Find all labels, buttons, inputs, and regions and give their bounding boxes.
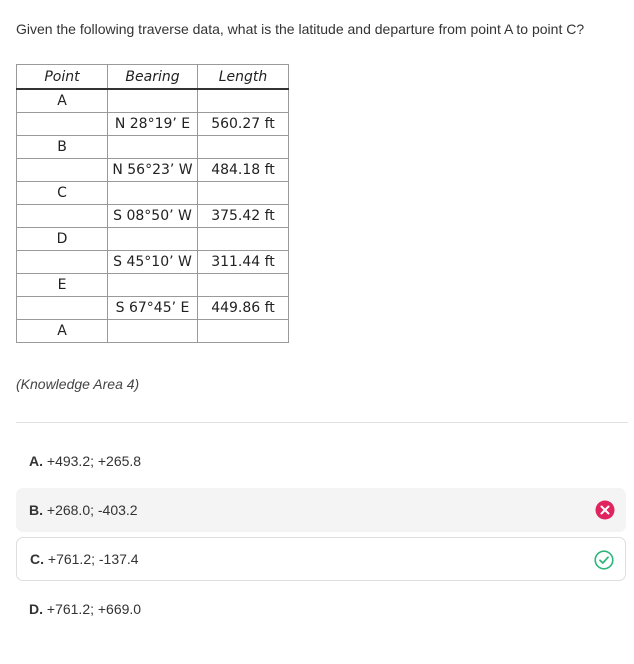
table-row <box>17 89 289 113</box>
table-cell <box>108 228 198 251</box>
table-row <box>17 274 289 297</box>
answer-option-text <box>16 453 141 469</box>
table-cell: E <box>17 274 108 297</box>
table-row <box>17 159 289 182</box>
answer-option-b[interactable] <box>16 488 626 532</box>
table-cell: 449.86 ft <box>198 297 289 320</box>
table-cell: 484.18 ft <box>198 159 289 182</box>
table-cell <box>108 89 198 113</box>
table-cell: S 45°10’ W <box>108 251 198 274</box>
table-cell <box>198 182 289 205</box>
answer-option-text <box>17 551 139 567</box>
table-cell <box>198 274 289 297</box>
table-cell: S 08°50’ W <box>108 205 198 228</box>
answer-option-c[interactable] <box>16 537 626 581</box>
answer-option-d[interactable] <box>16 587 626 631</box>
answer-option-text <box>16 601 141 617</box>
table-cell <box>17 251 108 274</box>
answer-option-letter: C. <box>30 551 44 567</box>
table-cell <box>108 274 198 297</box>
table-cell <box>108 320 198 343</box>
correct-check-icon <box>594 550 614 570</box>
table-cell: 311.44 ft <box>198 251 289 274</box>
answer-option-value: +268.0; -403.2 <box>46 502 138 518</box>
divider <box>16 422 628 423</box>
column-header-bearing: Bearing <box>108 65 198 90</box>
table-row <box>17 228 289 251</box>
incorrect-x-icon <box>595 500 615 520</box>
answer-option-value: +493.2; +265.8 <box>46 453 142 469</box>
answer-option-letter: B. <box>29 502 43 518</box>
table-cell <box>17 159 108 182</box>
answer-option-letter: A. <box>29 453 43 469</box>
table-cell <box>17 297 108 320</box>
table-cell: C <box>17 182 108 205</box>
traverse-table <box>16 64 289 343</box>
answer-option-value: +761.2; +669.0 <box>46 601 142 617</box>
column-header-length: Length <box>198 65 289 90</box>
table-cell: 375.42 ft <box>198 205 289 228</box>
table-row <box>17 251 289 274</box>
answer-option-a[interactable] <box>16 439 626 483</box>
table-row <box>17 297 289 320</box>
table-cell: S 67°45’ E <box>108 297 198 320</box>
table-cell <box>198 89 289 113</box>
knowledge-area-label: (Knowledge Area 4) <box>16 376 140 392</box>
table-cell <box>198 228 289 251</box>
table-row <box>17 113 289 136</box>
answer-option-text <box>16 502 138 518</box>
table-cell <box>108 136 198 159</box>
table-row <box>17 320 289 343</box>
table-row <box>17 136 289 159</box>
table-row <box>17 182 289 205</box>
question-text: Given the following traverse data, what is the latitude and departure from point A to point C? <box>16 21 585 37</box>
table-cell: B <box>17 136 108 159</box>
table-cell: N 28°19’ E <box>108 113 198 136</box>
table-cell: A <box>17 320 108 343</box>
answer-option-letter: D. <box>29 601 43 617</box>
table-cell <box>198 320 289 343</box>
table-row <box>17 205 289 228</box>
table-cell <box>198 136 289 159</box>
table-cell: D <box>17 228 108 251</box>
column-header-point: Point <box>17 65 108 90</box>
table-cell: A <box>17 89 108 113</box>
table-cell <box>17 113 108 136</box>
table-header-row <box>17 65 289 90</box>
table-cell <box>108 182 198 205</box>
table-cell: N 56°23’ W <box>108 159 198 182</box>
table-cell <box>17 205 108 228</box>
table-cell: 560.27 ft <box>198 113 289 136</box>
answer-option-value: +761.2; -137.4 <box>47 551 139 567</box>
